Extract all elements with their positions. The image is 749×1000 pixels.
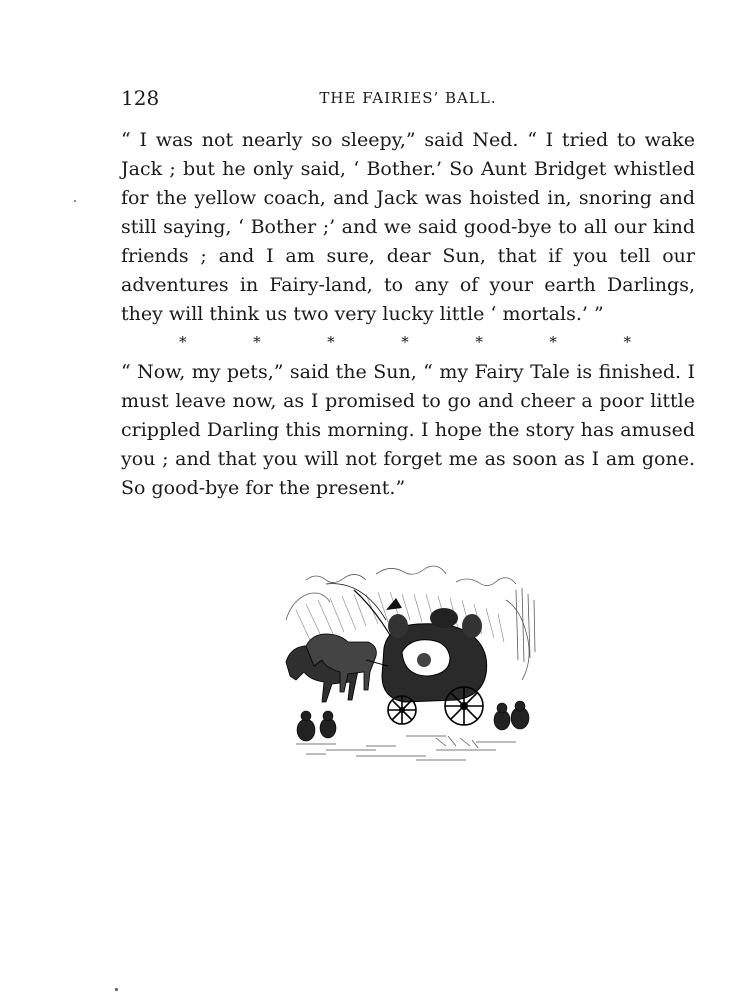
paragraph-sun: “ Now, my pets,” said the Sun, “ my Fairy Tale is finished. I must leave now, as I promised to go and cheer a poor little crippled Darling this morning. I hope the story has amused you ; and that you will not forget me as soon as I am gone. So good-bye for the present.” [121,361,695,499]
body-text [121,126,695,503]
separator-star: * [549,333,557,351]
separator-star: * [475,333,483,351]
separator-star: * [253,333,261,351]
page-speck [115,988,118,991]
paragraph-ned: “ I was not nearly so sleepy,” said Ned. “ I tried to wake Jack ; but he only said, ‘ Bother.’ So Aunt Bridget whistled for the yellow coach, and Jack was hoisted in, snoring and still saying, ‘ Bother ;’ and we said good-bye to all our kind friends ; and I am sure, dear Sun, that if you tell our adventures in Fairy-land, to any of your earth Darlings, they will think us two very lucky little ‘ mortals.’ ” [121,129,695,325]
fairy-coach-illustration [266,560,556,780]
page-number: 128 [121,86,160,110]
separator-star: * [401,333,409,351]
separator-star: * [179,333,187,351]
separator-star: * [327,333,335,351]
running-head: THE FAIRIES’ BALL. [319,89,497,107]
separator-star: * [623,333,631,351]
page-header [121,86,695,110]
page-speck [74,200,76,202]
section-separator [121,329,695,351]
